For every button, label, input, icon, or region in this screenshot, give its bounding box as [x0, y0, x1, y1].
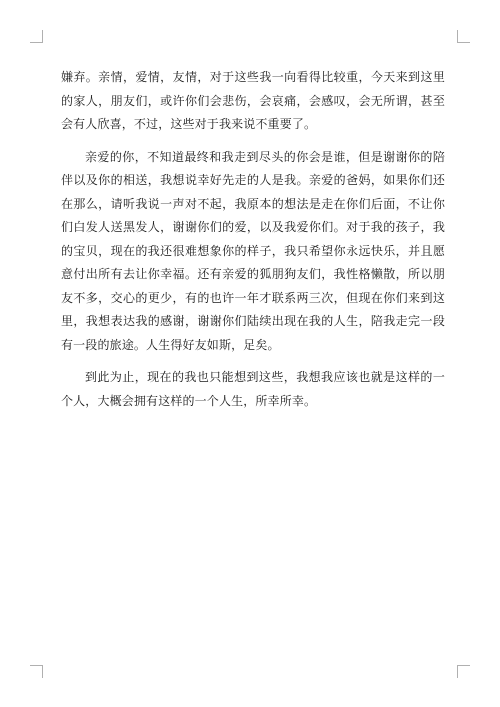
paragraph-2: 亲爱的你，不知道最终和我走到尽头的你会是谁，但是谢谢你的陪伴以及你的相送，我想说幸好先走的人是我。亲爱的爸妈，如果你们还在那么，请听我说一声对不起，我原本的想法是走在你们后面，不让你们白发人送黑发人，谢谢你们的爱，以及我爱你们。对于我的孩子，我的宝贝，现在的我还很难想象你的样子，我只希望你永远快乐，并且愿意付出所有去让你幸福。还有亲爱的狐朋狗友们，我性格懒散，所以朋友不多，交心的更少，有的也许一年才联系两三次，但现在你们来到这里，我想表达我的感谢，谢谢你们陆续出现在我的人生，陪我走完一段有一段的旅途。人生得好友如斯，足矣。: [61, 149, 445, 352]
crop-mark-top-right: [457, 30, 470, 43]
paragraph-1: 嫌弃。亲情，爱情，友情，对于这些我一向看得比较重，今天来到这里的家人，朋友们，或许你们会悲伤，会哀痛，会感叹，会无所谓，甚至会有人欣喜，不过，这些对于我来说不重要了。: [61, 70, 445, 131]
paragraph-3: 到此为止，现在的我也只能想到这些，我想我应该也就是这样的一个人，大概会拥有这样的一个人生，所幸所幸。: [61, 370, 445, 408]
crop-mark-top-left: [30, 30, 43, 43]
crop-mark-bottom-right: [457, 665, 470, 678]
document-body: [61, 66, 445, 422]
crop-mark-bottom-left: [30, 665, 43, 678]
